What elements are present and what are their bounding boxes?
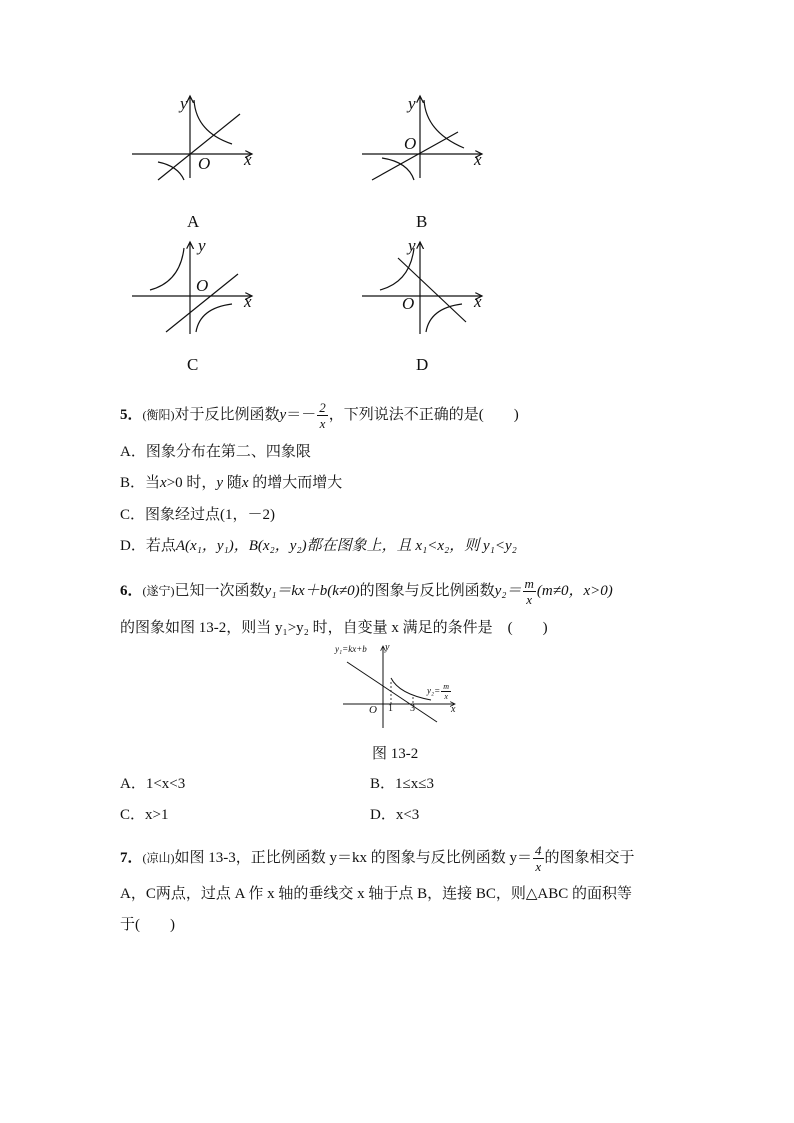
q7-stem-1: 如图 13-3，正比例函数 y＝kx 的图象与反比例函数 y＝ xyxy=(174,849,533,866)
fig-tick-1: 1 xyxy=(388,703,393,714)
graph-c-y-label: y xyxy=(198,236,206,255)
graph-d-caption: D xyxy=(416,355,429,374)
q5-option-d-text: A(x₁，y₁)，B(x₂，y₂)都在图象上，且 x₁<x₂，则 y₁<y₂ xyxy=(175,538,517,554)
q5-option-b[interactable] xyxy=(120,473,342,493)
q6-option-d[interactable]: D．x<3 xyxy=(370,807,420,823)
q5-option-b-prefix: B．当 xyxy=(120,475,161,491)
q6-y1: y₁＝kx＋b(k≠0) xyxy=(264,582,360,599)
q7-stem-line2: A，C两点，过点 A 作 x 轴的垂线交 x 轴于点 B，连接 BC，则△ABC 的面积等 xyxy=(120,886,632,902)
q5-func-y: y xyxy=(279,406,287,423)
q5-option-b-mid2: 随 xyxy=(223,475,242,491)
q6-fraction xyxy=(523,576,536,607)
q6-option-a[interactable]: A．1<x<3 xyxy=(120,776,186,792)
q5-option-a[interactable]: A．图象分布在第二、四象限 xyxy=(120,444,311,460)
graph-b-y-label: y xyxy=(408,94,416,113)
fig-y2-text: y₂= xyxy=(427,685,441,696)
fig-y2-label xyxy=(427,682,452,701)
q6-number: 6． xyxy=(120,582,143,599)
q5-option-b-end: 的增大而增大 xyxy=(248,475,343,491)
graph-d-x-label: x xyxy=(474,292,482,311)
q6-option-b[interactable]: B．1≤x≤3 xyxy=(370,776,434,792)
graph-c-x-label: x xyxy=(244,292,252,311)
fig-tick-3: 3 xyxy=(410,703,415,714)
q5-stem-post: ，下列说法不正确的是( ) xyxy=(328,406,519,423)
graph-b-x-label: x xyxy=(474,150,482,169)
q6-stem-1: 已知一次函数 xyxy=(174,582,265,599)
graph-b-origin: O xyxy=(404,134,417,153)
figure-13-2 xyxy=(333,642,463,732)
q7-stem xyxy=(120,843,635,874)
graph-d-svg xyxy=(358,238,488,338)
q6-frac-den: x xyxy=(526,592,533,607)
q5-stem-pre: 对于反比例函数 xyxy=(174,406,280,423)
q6-cond: (m≠0，x>0) xyxy=(536,582,613,599)
q6-stem xyxy=(120,576,613,607)
q7-frac-num: 4 xyxy=(535,843,542,858)
graph-d-y-label: y xyxy=(408,236,416,255)
q6-stem-line2: 的图象如图 13-2，则当 y₁>y₂ 时，自变量 x 满足的条件是 ( ) xyxy=(120,620,548,636)
graph-d xyxy=(358,238,488,338)
q5-option-b-mid: >0 时， xyxy=(166,475,217,491)
graph-c-svg xyxy=(128,238,258,338)
q7-fraction xyxy=(533,843,544,874)
q5-option-d[interactable] xyxy=(120,536,517,556)
fig-y-label: y xyxy=(385,642,390,653)
q7-stem-2: 的图象相交于 xyxy=(544,849,635,866)
graph-b xyxy=(358,92,488,182)
q5-fraction xyxy=(317,400,328,431)
graph-a-svg xyxy=(128,92,258,182)
q6-frac-num: m xyxy=(524,576,534,591)
graph-a-y-label: y xyxy=(180,94,188,113)
q5-option-c[interactable]: C．图象经过点(1，－2) xyxy=(120,507,275,523)
graph-a xyxy=(128,92,258,182)
q7-number: 7． xyxy=(120,849,143,866)
graph-c-origin: O xyxy=(196,276,209,295)
q5-option-b-y: y xyxy=(216,475,224,491)
fig-origin: O xyxy=(369,704,377,716)
graph-d-origin: O xyxy=(402,294,415,313)
fig-frac-num: m xyxy=(443,682,449,691)
q5-stem xyxy=(120,400,519,431)
q6-source: (遂宁) xyxy=(142,583,175,598)
q6-option-c[interactable]: C．x>1 xyxy=(120,807,169,823)
fig-frac-den: x xyxy=(444,692,448,701)
q5-option-b-x: x xyxy=(160,475,167,491)
fig-y2-fraction xyxy=(441,682,451,701)
fig-y1-label: y₁=kx+b xyxy=(335,644,367,654)
q5-option-d-prefix: D．若点 xyxy=(120,538,176,554)
graph-a-caption: A xyxy=(187,212,200,231)
q6-stem-2: 的图象与反比例函数 xyxy=(359,582,495,599)
q5-frac-den: x xyxy=(319,416,326,431)
q5-option-b-x2: x xyxy=(241,475,249,491)
q7-source: (凉山) xyxy=(142,850,175,865)
q5-func-eq: ＝－ xyxy=(286,406,317,423)
graph-b-caption: B xyxy=(416,212,428,231)
q5-number: 5． xyxy=(120,406,143,423)
q7-stem-line3: 于( ) xyxy=(120,917,175,933)
graph-c-caption: C xyxy=(187,355,199,374)
graph-a-x-label: x xyxy=(244,150,252,169)
q6-y2: y₂＝ xyxy=(494,582,522,599)
graph-c xyxy=(128,238,258,338)
graph-b-svg xyxy=(358,92,488,182)
graph-a-origin: O xyxy=(198,154,211,173)
fig-x-label: x xyxy=(451,704,456,715)
q7-frac-den: x xyxy=(535,859,542,874)
q5-frac-num: 2 xyxy=(319,400,326,415)
figure-13-2-caption: 图 13-2 xyxy=(372,746,419,762)
q5-source: (衡阳) xyxy=(142,407,175,422)
